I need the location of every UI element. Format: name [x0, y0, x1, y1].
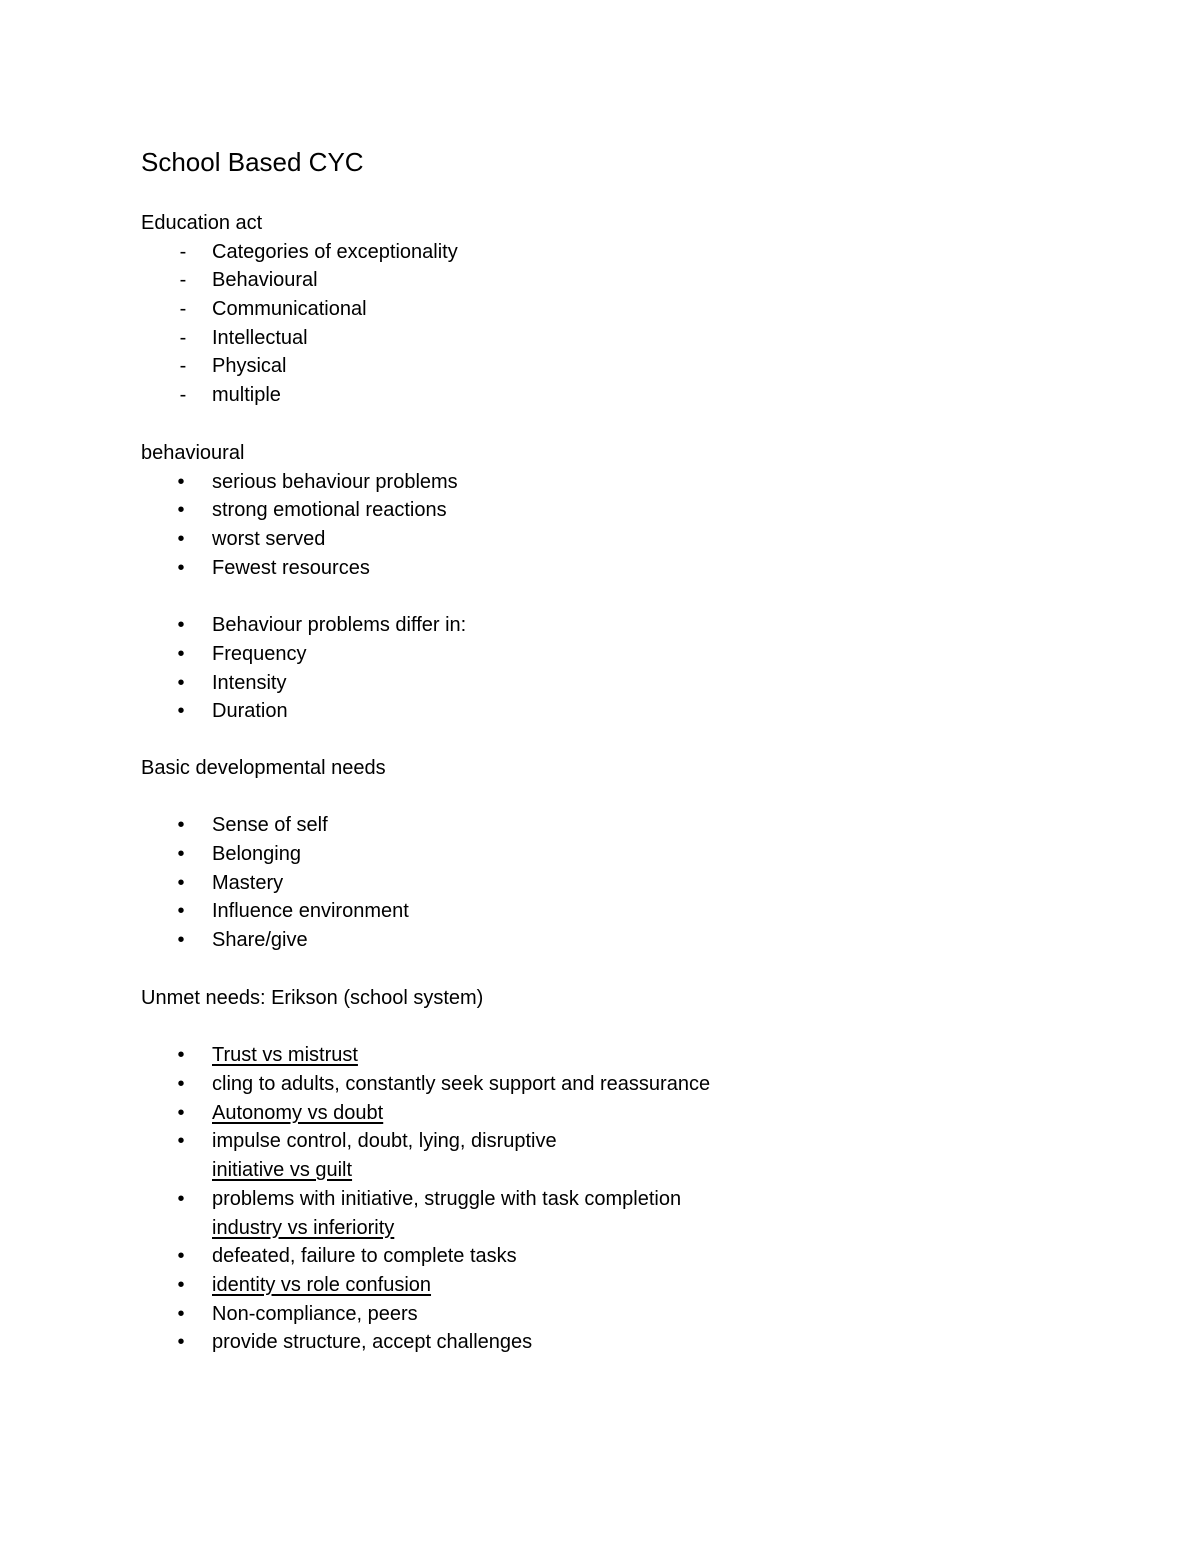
dash-marker: - — [179, 269, 187, 292]
dash-marker: - — [179, 326, 187, 349]
bullet-marker: • — [177, 1302, 185, 1325]
bullet-marker: • — [177, 1073, 185, 1096]
list-item — [141, 324, 458, 353]
bullet-marker: • — [177, 1331, 185, 1354]
list-item-text: Non-compliance, peers — [212, 1302, 418, 1325]
stage-label: initiative vs guilt — [212, 1159, 353, 1182]
bullet-marker: • — [177, 871, 185, 894]
dash-marker: - — [179, 384, 187, 407]
list-item — [141, 669, 466, 698]
bullet-list — [141, 468, 466, 583]
list-item — [141, 1242, 710, 1271]
list-item — [141, 1127, 710, 1156]
list-item-text: Mastery — [212, 871, 284, 894]
list-item-text: Share/give — [212, 929, 308, 952]
list-item — [141, 1271, 710, 1300]
section-unmet-needs — [141, 984, 710, 1357]
list-item — [141, 869, 409, 898]
list-item-text: Frequency — [212, 642, 307, 665]
list-item-text: Fewest resources — [212, 556, 370, 579]
dash-marker: - — [179, 298, 187, 321]
section-heading: Unmet needs: Erikson (school system) — [141, 987, 484, 1009]
list-item — [141, 295, 458, 324]
list-item-text: Belonging — [212, 843, 301, 866]
bullet-marker: • — [177, 1044, 185, 1067]
list-item — [141, 926, 409, 955]
list-item-text: Communicational — [212, 298, 367, 321]
dash-list — [141, 238, 458, 410]
list-item — [141, 611, 466, 640]
list-item — [141, 1156, 710, 1185]
stage-label: Trust vs mistrust — [212, 1044, 358, 1067]
list-item — [141, 496, 466, 525]
list-item-text: Behavioural — [212, 269, 318, 292]
list-item — [141, 897, 409, 926]
stage-label: Autonomy vs doubt — [212, 1101, 384, 1124]
dash-marker: - — [179, 355, 187, 378]
blank-line — [141, 582, 466, 611]
list-item — [141, 525, 466, 554]
bullet-list — [141, 1041, 710, 1357]
list-item-text: Influence environment — [212, 900, 409, 923]
list-item — [141, 266, 458, 295]
list-item-text: Physical — [212, 355, 287, 378]
stage-label: identity vs role confusion — [212, 1273, 432, 1296]
bullet-marker: • — [177, 1130, 185, 1153]
bullet-list — [141, 611, 466, 726]
list-item — [141, 381, 458, 410]
section-heading: behavioural — [141, 442, 245, 464]
list-item-text: Behaviour problems differ in: — [212, 614, 467, 637]
bullet-marker: • — [177, 499, 185, 522]
list-item-text: problems with initiative, struggle with task completion — [212, 1187, 682, 1210]
list-item-text: Sense of self — [212, 814, 328, 837]
list-item — [141, 1041, 710, 1070]
list-item — [141, 554, 466, 583]
blank-line — [141, 1013, 710, 1042]
list-item — [141, 1214, 710, 1243]
list-item — [141, 840, 409, 869]
list-item-text: multiple — [212, 384, 281, 407]
blank-line — [141, 783, 409, 812]
section-heading: Education act — [141, 212, 263, 234]
list-item — [141, 697, 466, 726]
list-item — [141, 352, 458, 381]
list-item-text: provide structure, accept challenges — [212, 1331, 533, 1354]
bullet-marker: • — [177, 900, 185, 923]
list-item — [141, 1300, 710, 1329]
bullet-marker: • — [177, 1101, 185, 1124]
list-item — [141, 1328, 710, 1357]
stage-label: industry vs inferiority — [212, 1216, 395, 1239]
section-heading: Basic developmental needs — [141, 757, 386, 779]
document-title: School Based CYC — [141, 147, 364, 177]
bullet-marker: • — [177, 929, 185, 952]
bullet-marker: • — [177, 1245, 185, 1268]
list-item-text: impulse control, doubt, lying, disruptive — [212, 1130, 557, 1153]
list-item-text: defeated, failure to complete tasks — [212, 1245, 517, 1268]
bullet-marker: • — [177, 1273, 185, 1296]
list-item-text: Intensity — [212, 671, 287, 694]
bullet-marker: • — [177, 1187, 185, 1210]
bullet-marker: • — [177, 843, 185, 866]
bullet-marker: • — [177, 814, 185, 837]
list-item-text: Intellectual — [212, 326, 308, 349]
list-item — [141, 1185, 710, 1214]
bullet-marker: • — [177, 642, 185, 665]
bullet-marker: • — [177, 470, 185, 493]
list-item — [141, 238, 458, 267]
list-item-text: Categories of exceptionality — [212, 240, 458, 263]
list-item-text: cling to adults, constantly seek support and reassurance — [212, 1073, 711, 1096]
list-item — [141, 468, 466, 497]
list-item — [141, 811, 409, 840]
dash-marker: - — [179, 240, 187, 263]
section-education-act — [141, 209, 458, 410]
bullet-marker: • — [177, 556, 185, 579]
bullet-marker: • — [177, 671, 185, 694]
list-item-text: strong emotional reactions — [212, 499, 447, 522]
list-item-text: serious behaviour problems — [212, 470, 458, 493]
list-item — [141, 640, 466, 669]
list-item-text: Duration — [212, 700, 288, 723]
bullet-marker: • — [177, 700, 185, 723]
section-basic-needs — [141, 754, 409, 955]
bullet-marker: • — [177, 528, 185, 551]
list-item-text: worst served — [212, 528, 326, 551]
list-item — [141, 1099, 710, 1128]
section-behavioural — [141, 439, 466, 726]
bullet-marker: • — [177, 614, 185, 637]
bullet-list — [141, 811, 409, 954]
list-item — [141, 1070, 710, 1099]
